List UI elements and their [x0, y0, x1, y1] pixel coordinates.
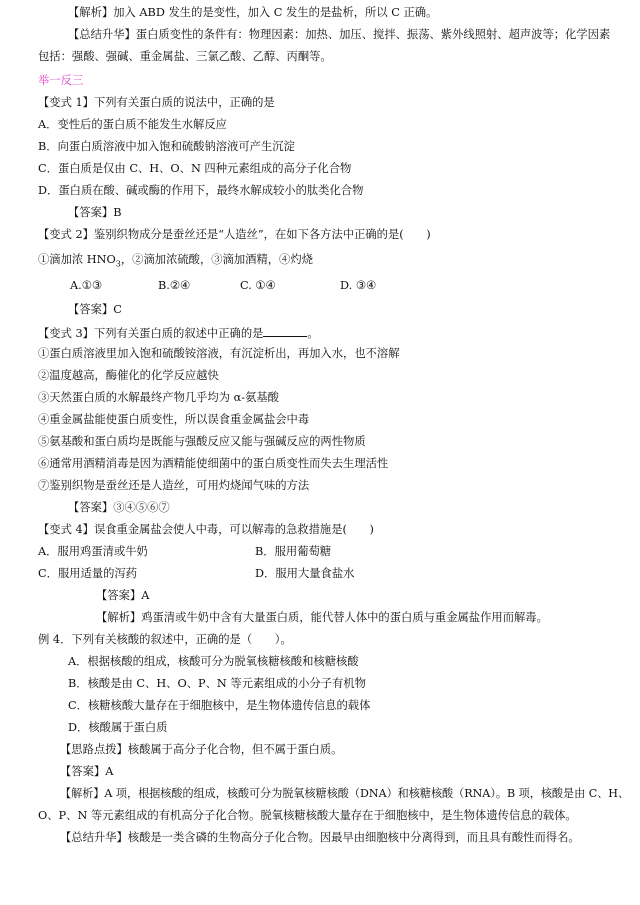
answer-blank: [263, 324, 307, 337]
variant-3-answer: 【答案】③④⑤⑥⑦: [68, 501, 170, 514]
variant-3-question: 【变式 3】下列有关蛋白质的叙述中正确的是 。: [38, 324, 319, 342]
analysis-line: 【解析】加入 ABD 发生的是变性，加入 C 发生的是盐析，所以 C 正确。: [68, 6, 438, 19]
variant-1-option-b: B．向蛋白质溶液中加入饱和硫酸钠溶液可产生沉淀: [38, 140, 295, 153]
variant-3-statement-3: ③天然蛋白质的水解最终产物几乎均为 α-氨基酸: [38, 391, 279, 404]
variant-4-option-a: A．服用鸡蛋清或牛奶: [38, 545, 148, 558]
variant-4-question: 【变式 4】误食重金属盐会使人中毒，可以解毒的急救措施是( ): [38, 523, 374, 536]
variant-3-statement-5: ⑤氨基酸和蛋白质均是既能与强酸反应又能与强碱反应的两性物质: [38, 435, 366, 448]
example-4-answer: 【答案】A: [60, 765, 114, 778]
example-4-question: 例 4．下列有关核酸的叙述中，正确的是（ ）。: [38, 633, 292, 646]
variant-2-option-d: D. ③④: [340, 279, 377, 292]
variant-3-statement-1: ①蛋白质溶液里加入饱和硫酸铵溶液，有沉淀析出，再加入水，也不溶解: [38, 347, 400, 360]
variant-2-option-a: A.①③: [70, 279, 103, 292]
variant-3-statement-6: ⑥通常用酒精消毒是因为酒精能使细菌中的蛋白质变性而失去生理活性: [38, 457, 389, 470]
summary-line-2: 包括：强酸、强碱、重金属盐、三氯乙酸、乙醇、丙酮等。: [38, 50, 332, 63]
variant-2-option-b: B.②④: [158, 279, 191, 292]
example-4-analysis-2: O、P、N 等元素组成的有机高分子化合物。脱氧核糖核酸大量存在于细胞核中，是生物体遗传信息的载体。: [38, 809, 577, 822]
variant-2-items: ①滴加浓 $HNO_3$，②滴加浓硫酸，③滴加酒精，④灼烧: [38, 253, 313, 269]
example-4-option-a: A．根据核酸的组成，核酸可分为脱氧核糖核酸和核糖核酸: [68, 655, 359, 668]
variant-1-answer: 【答案】B: [68, 206, 122, 219]
variant-1-option-c: C．蛋白质是仅由 C、H、O、N 四种元素组成的高分子化合物: [38, 162, 352, 175]
variant-1-option-a: A．变性后的蛋白质不能发生水解反应: [38, 118, 227, 131]
variant-3-statement-2: ②温度越高，酶催化的化学反应越快: [38, 369, 219, 382]
variant-2-option-c: C. ①④: [240, 279, 276, 292]
example-4-option-b: B．核酸是由 C、H、O、P、N 等元素组成的小分子有机物: [68, 677, 366, 690]
variant-4-option-d: D．服用大量食盐水: [255, 567, 355, 580]
example-4-option-d: D．核酸属于蛋白质: [68, 721, 168, 734]
variant-2-question: 【变式 2】鉴别织物成分是蚕丝还是“人造丝”，在如下各方法中正确的是( ): [38, 228, 431, 241]
variant-4-analysis: 【解析】鸡蛋清或牛奶中含有大量蛋白质，能代替人体中的蛋白质与重金属盐作用而解毒。: [96, 611, 548, 624]
variant-3-statement-7: ⑦鉴别织物是蚕丝还是人造丝，可用灼烧闻气味的方法: [38, 479, 310, 492]
variant-2-answer: 【答案】C: [68, 303, 122, 316]
variant-4-option-b: B．服用葡萄糖: [255, 545, 332, 558]
example-4-analysis-1: 【解析】A 项，根据核酸的组成，核酸可分为脱氧核糖核酸（DNA）和核糖核酸（RNA）。B 项，核酸是由 C、H、: [60, 787, 630, 800]
variant-1-option-d: D．蛋白质在酸、碱或酶的作用下，最终水解成较小的肽类化合物: [38, 184, 364, 197]
example-4-hint: 【思路点拨】核酸属于高分子化合物，但不属于蛋白质。: [60, 743, 343, 756]
variant-3-statement-4: ④重金属盐能使蛋白质变性，所以误食重金属盐会中毒: [38, 413, 310, 426]
example-4-summary: 【总结升华】核酸是一类含磷的生物高分子化合物。因最早由细胞核中分离得到，而且具有酸性而得名。: [60, 831, 580, 844]
variant-4-option-c: C．服用适量的泻药: [38, 567, 138, 580]
section-title: 举一反三: [38, 74, 84, 87]
variant-4-answer: 【答案】A: [96, 589, 150, 602]
summary-line-1: 【总结升华】蛋白质变性的条件有：物理因素：加热、加压、搅拌、振荡、紫外线照射、超声波等；化学因素: [68, 28, 611, 41]
example-4-option-c: C．核糖核酸大量存在于细胞核中，是生物体遗传信息的载体: [68, 699, 371, 712]
variant-1-question: 【变式 1】下列有关蛋白质的说法中，正确的是: [38, 96, 275, 109]
